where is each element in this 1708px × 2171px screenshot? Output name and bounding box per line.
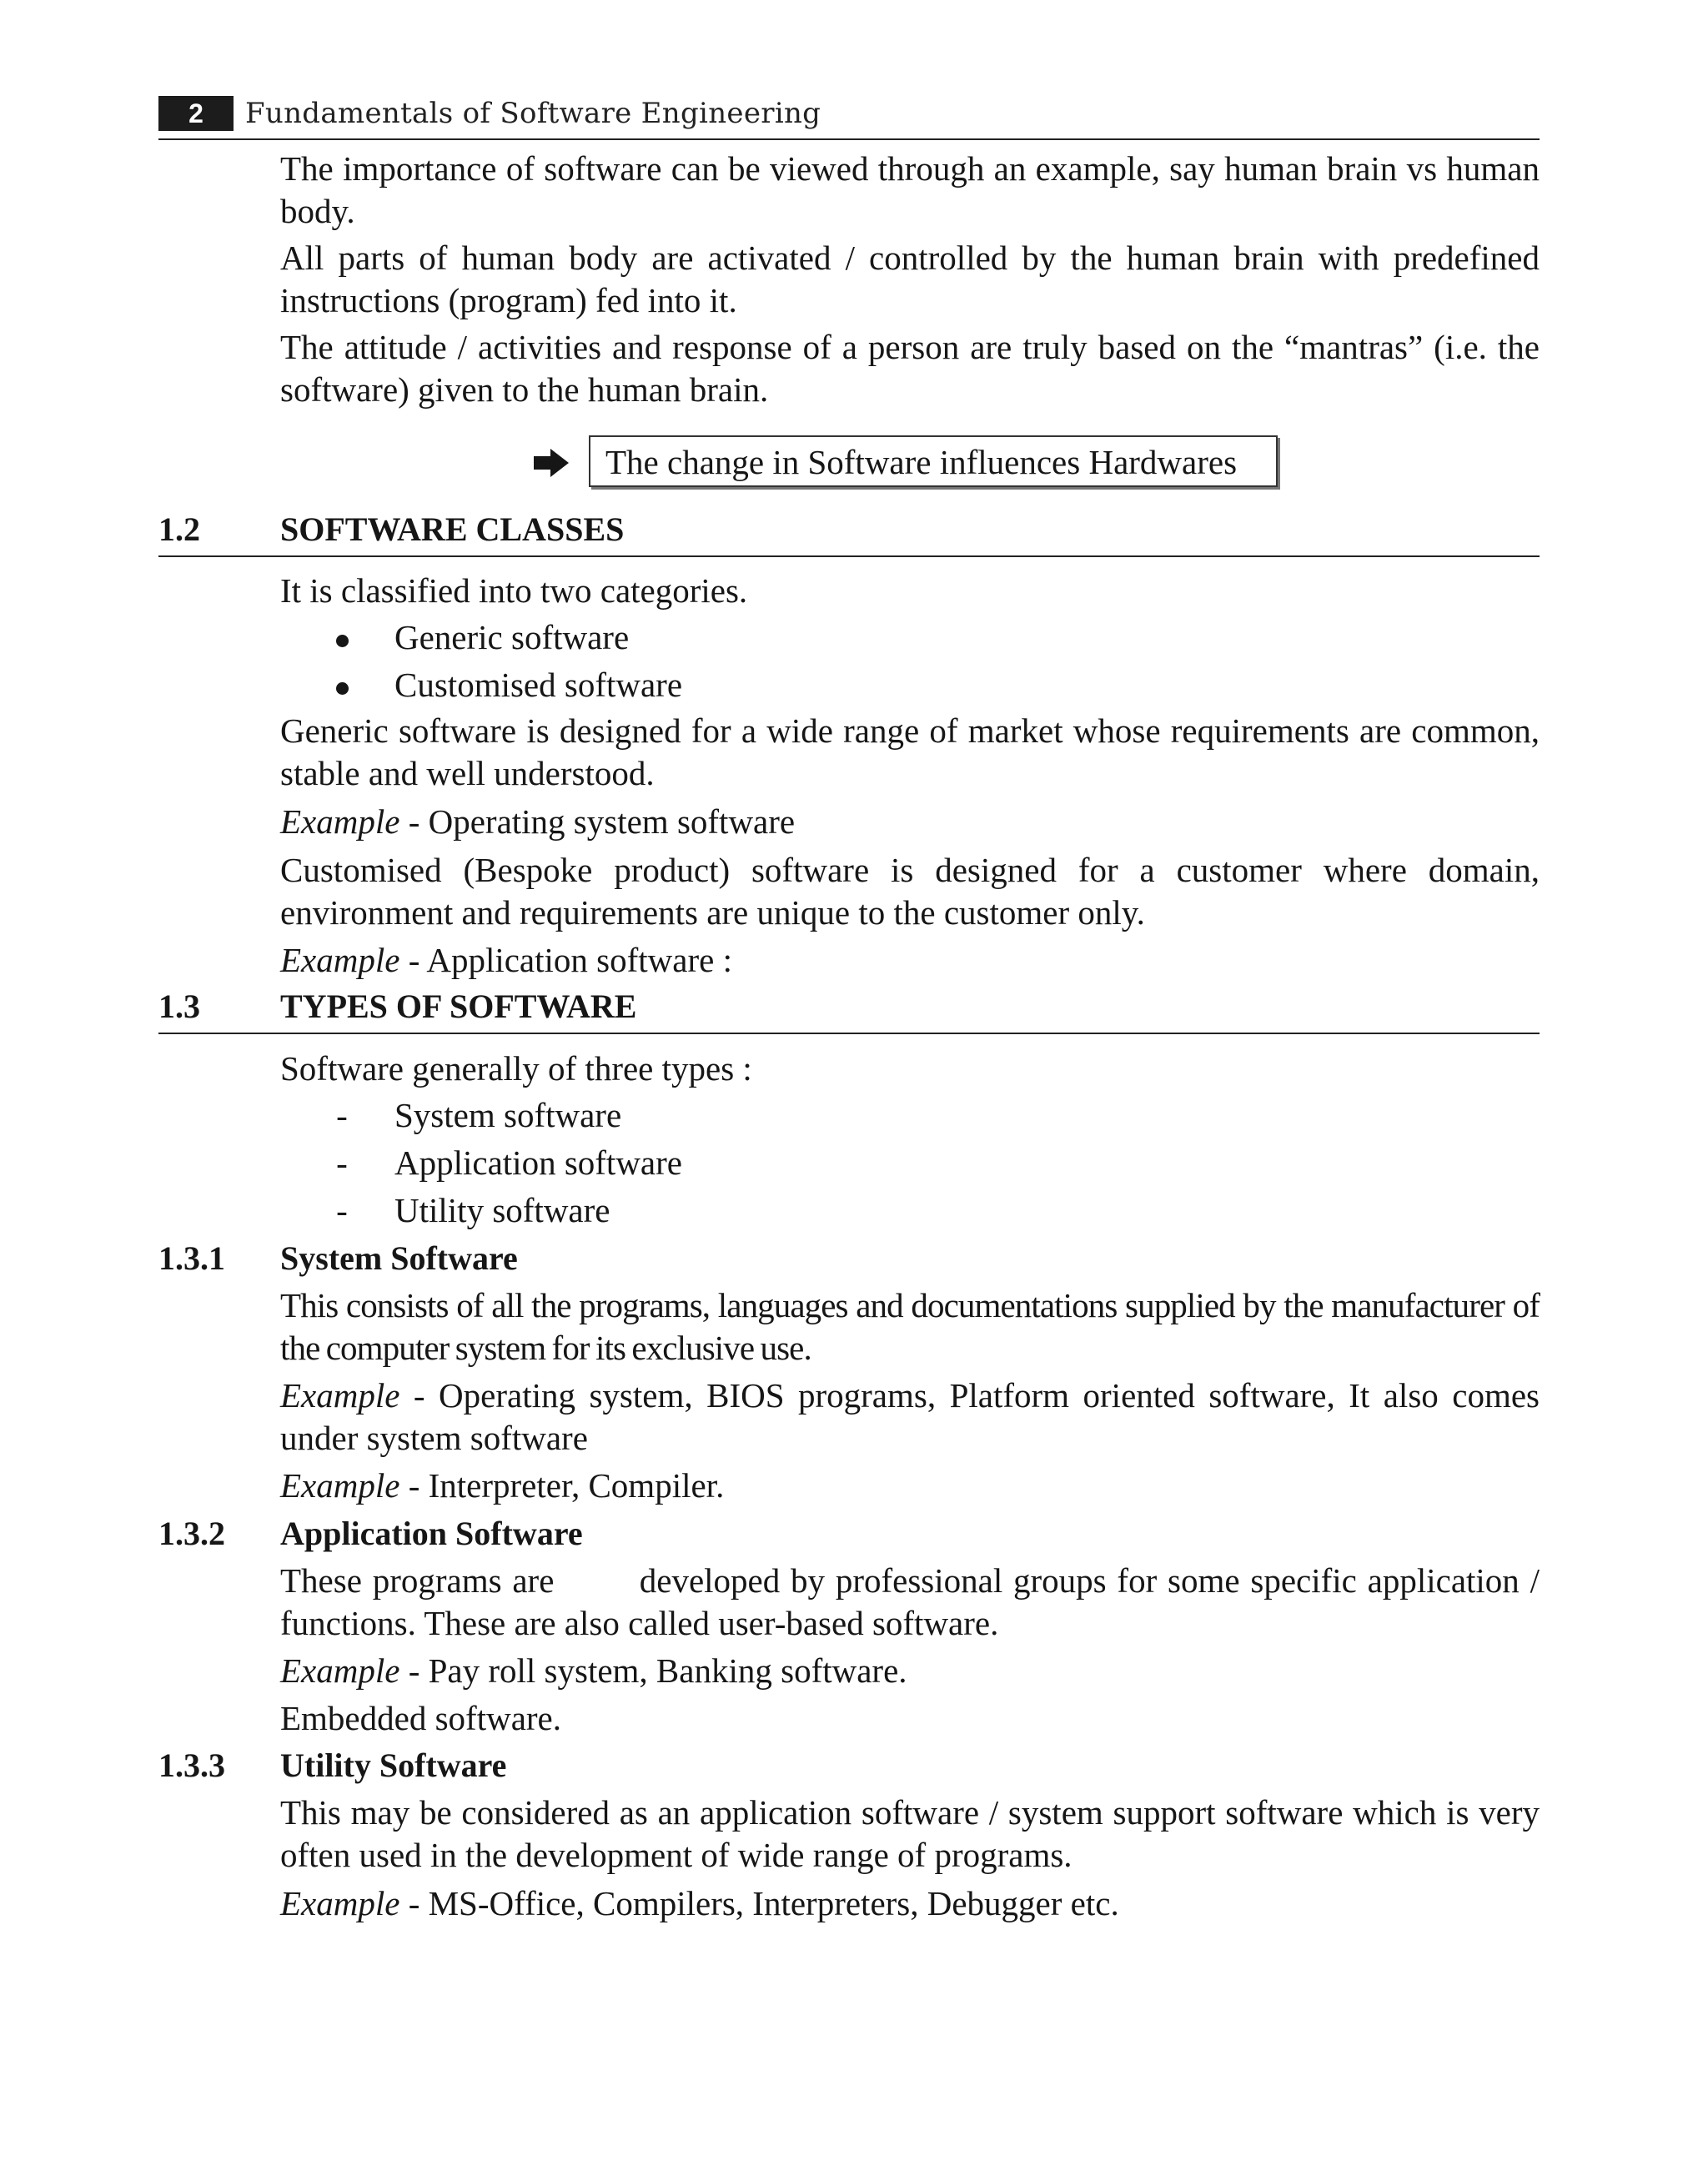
subsection-number: 1.3.3	[158, 1746, 225, 1784]
system-software-example-2	[280, 1465, 1540, 1507]
right-arrow-icon	[534, 449, 569, 477]
example-text: - Pay roll system, Banking software.	[399, 1651, 907, 1690]
application-software-example	[280, 1650, 1540, 1692]
system-software-description: This consists of all the programs, languages and documentations supplied by the manufacturer of the computer system for its exclusive use.	[280, 1286, 1540, 1367]
list-item-text: System software	[394, 1096, 622, 1134]
classes-intro: It is classified into two categories.	[280, 571, 748, 610]
list-item-text: Utility software	[394, 1191, 610, 1229]
section-heading-1-3	[158, 984, 1540, 1034]
application-software-description: These programs are developed by professional groups for some specific application / functions. These are also called user-based software.	[280, 1561, 1549, 1642]
example-label: Example	[280, 1376, 400, 1415]
custom-example	[280, 939, 1540, 982]
running-header	[158, 92, 1540, 140]
section-heading-1-2	[158, 507, 1540, 557]
example-text: - Operating system, BIOS programs, Platform oriented software, It also comes under system software	[280, 1376, 1540, 1457]
list-item	[329, 662, 1330, 707]
bullet-icon	[336, 635, 349, 647]
example-text: - Operating system software	[399, 802, 796, 841]
bullet-icon	[336, 682, 349, 695]
utility-software-example	[280, 1882, 1540, 1925]
section-number: 1.2	[158, 510, 200, 548]
generic-example	[280, 801, 1540, 843]
subsection-title: Application Software	[280, 1515, 583, 1552]
dash-marker: -	[336, 1143, 348, 1182]
example-label: Example	[280, 1651, 400, 1690]
subsection-number: 1.3.2	[158, 1515, 225, 1552]
section-number: 1.3	[158, 988, 200, 1025]
list-item-text: Customised software	[394, 666, 683, 704]
subsection-title: Utility Software	[280, 1746, 507, 1784]
generic-description: Generic software is designed for a wide range of market whose requirements are common, stable and well understood.	[280, 711, 1540, 792]
types-intro: Software generally of three types :	[280, 1049, 752, 1088]
application-software-extra: Embedded software.	[280, 1699, 561, 1737]
example-text: - Interpreter, Compiler.	[399, 1466, 725, 1505]
utility-software-description: This may be considered as an application software / system support software which is very often used in the development of wide range of programs.	[280, 1793, 1540, 1874]
callout-text: The change in Software influences Hardwares	[589, 435, 1278, 487]
example-text: - Application software :	[399, 941, 732, 979]
list-item	[329, 1140, 1330, 1185]
example-label: Example	[280, 802, 400, 841]
list-item-text: Generic software	[394, 618, 630, 656]
subsection-heading-1-3-3	[158, 1743, 1540, 1788]
book-title: Fundamentals of Software Engineering	[245, 97, 821, 130]
subsection-number: 1.3.1	[158, 1239, 225, 1277]
list-item-text: Application software	[394, 1143, 682, 1182]
subsection-heading-1-3-2	[158, 1511, 1540, 1556]
example-label: Example	[280, 941, 400, 979]
custom-description: Customised (Bespoke product) software is designed for a customer where domain, environment and requirements are unique to the customer only.	[280, 851, 1540, 932]
intro-paragraph-2: All parts of human body are activated / controlled by the human brain with predefined instructions (program) fed into it.	[280, 239, 1540, 319]
example-label: Example	[280, 1466, 400, 1505]
example-text: - MS-Office, Compilers, Interpreters, Debugger etc.	[399, 1884, 1119, 1922]
section-title: TYPES OF SOFTWARE	[280, 988, 637, 1025]
intro-paragraph-3: The attitude / activities and response of a person are truly based on the “mantras” (i.e. the software) given to the human brain.	[280, 328, 1540, 409]
section-title: SOFTWARE CLASSES	[280, 510, 625, 548]
list-item	[329, 1093, 1330, 1138]
intro-paragraph-1: The importance of software can be viewed through an example, say human brain vs human body.	[280, 149, 1540, 230]
list-item	[329, 615, 1330, 660]
subsection-heading-1-3-1	[158, 1236, 1540, 1281]
example-label: Example	[280, 1884, 400, 1922]
subsection-title: System Software	[280, 1239, 518, 1277]
system-software-example-1	[280, 1374, 1540, 1460]
dash-marker: -	[336, 1191, 348, 1229]
page-number: 2	[158, 96, 234, 131]
list-item	[329, 1188, 1330, 1233]
dash-marker: -	[336, 1096, 348, 1134]
